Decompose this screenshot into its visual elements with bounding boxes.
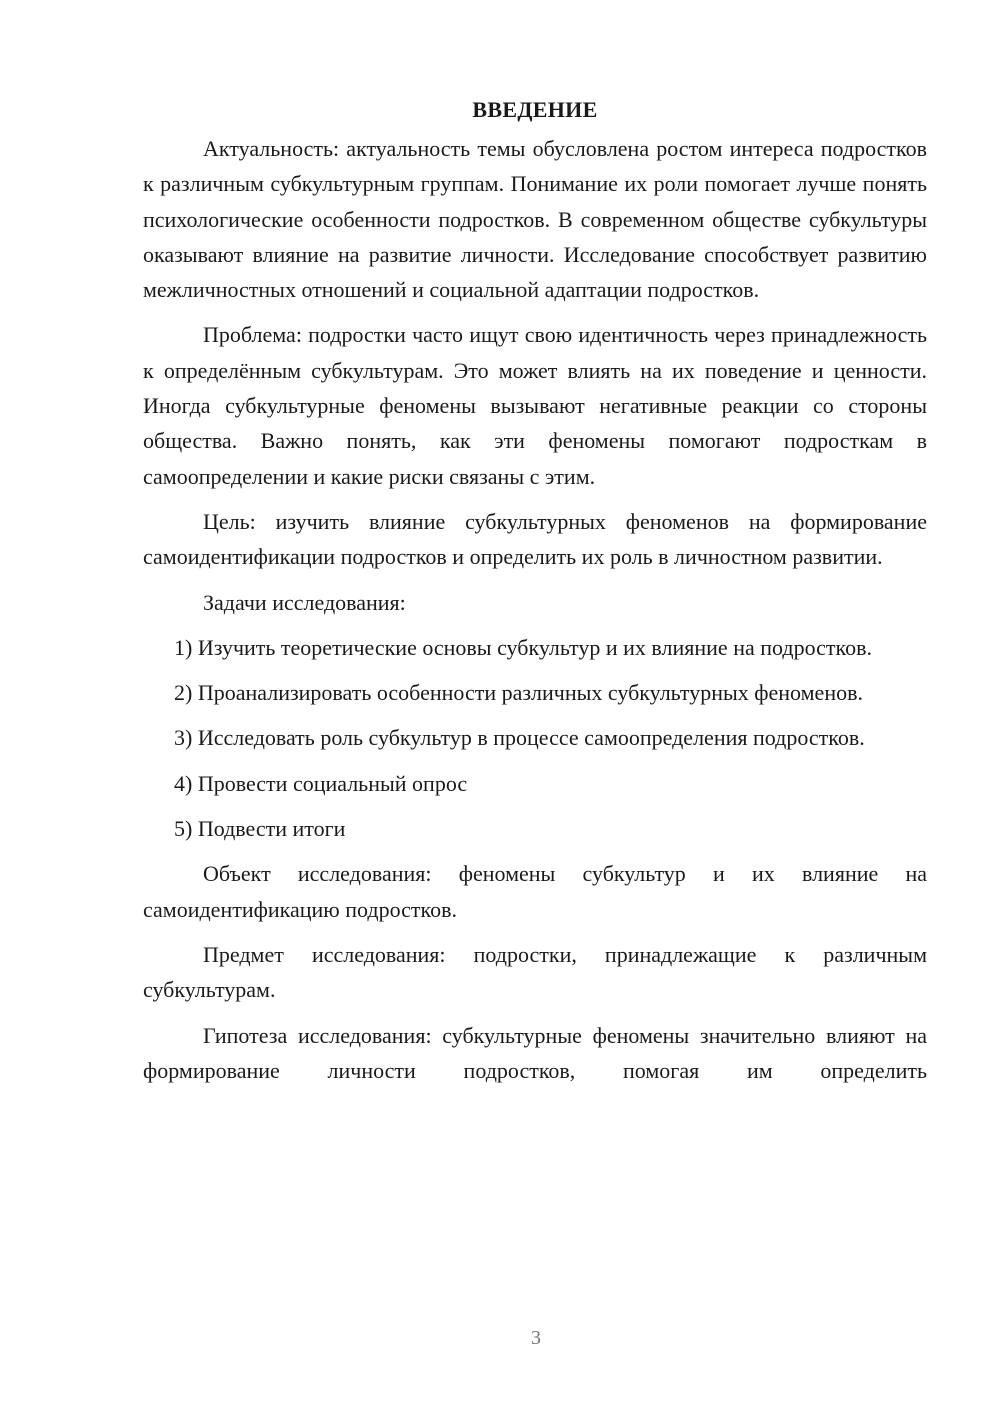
task-item-2: 2) Проанализировать особенности различных субкультурных феноменов. — [174, 680, 863, 706]
task-item-5: 5) Подвести итоги — [174, 816, 346, 842]
task-item-4: 4) Провести социальный опрос — [174, 770, 468, 796]
section-title: ВВЕДЕНИЕ — [472, 97, 598, 122]
document-page — [143, 92, 927, 1088]
paragraph-relevance: Актуальность: актуальность темы обусловлена ростом интереса подростков к различным субкультурным группам. Понимание их роли помогает лучше понять психологические особенности подростков. В современном обществе субкультуры оказывают влияние на развитие личности. Исследование способствует развитию межличностных отношений и социальной адаптации подростков. — [143, 136, 927, 303]
paragraph-tasks-heading: Задачи исследования: — [203, 589, 406, 615]
paragraph-problem: Проблема: подростки часто ищут свою идентичность через принадлежность к определённым субкультурам. Это может влиять на их поведение и ценности. Иногда субкультурные феномены вызывают негативные реакции со стороны общества. Важно понять, как эти феномены помогают подросткам в самоопределении и какие риски связаны с этим. — [143, 322, 927, 489]
task-item-1: 1) Изучить теоретические основы субкультур и их влияние на подростков. — [174, 634, 872, 660]
page-number: 3 — [531, 1327, 541, 1349]
paragraph-hypothesis: Гипотеза исследования: субкультурные феномены значительно влияют на формирование личности подростков, помогая им определить — [143, 1022, 927, 1083]
paragraph-goal: Цель: изучить влияние субкультурных феноменов на формирование самоидентификации подростков и определить их роль в личностном развитии. — [143, 508, 927, 570]
task-item-3: 3) Исследовать роль субкультур в процессе самоопределения подростков. — [174, 725, 865, 751]
paragraph-subject: Предмет исследования: подростки, принадлежащие к различным субкультурам. — [143, 941, 927, 1003]
paragraph-object: Объект исследования: феномены субкультур и их влияние на самоидентификацию подростков. — [143, 861, 927, 922]
